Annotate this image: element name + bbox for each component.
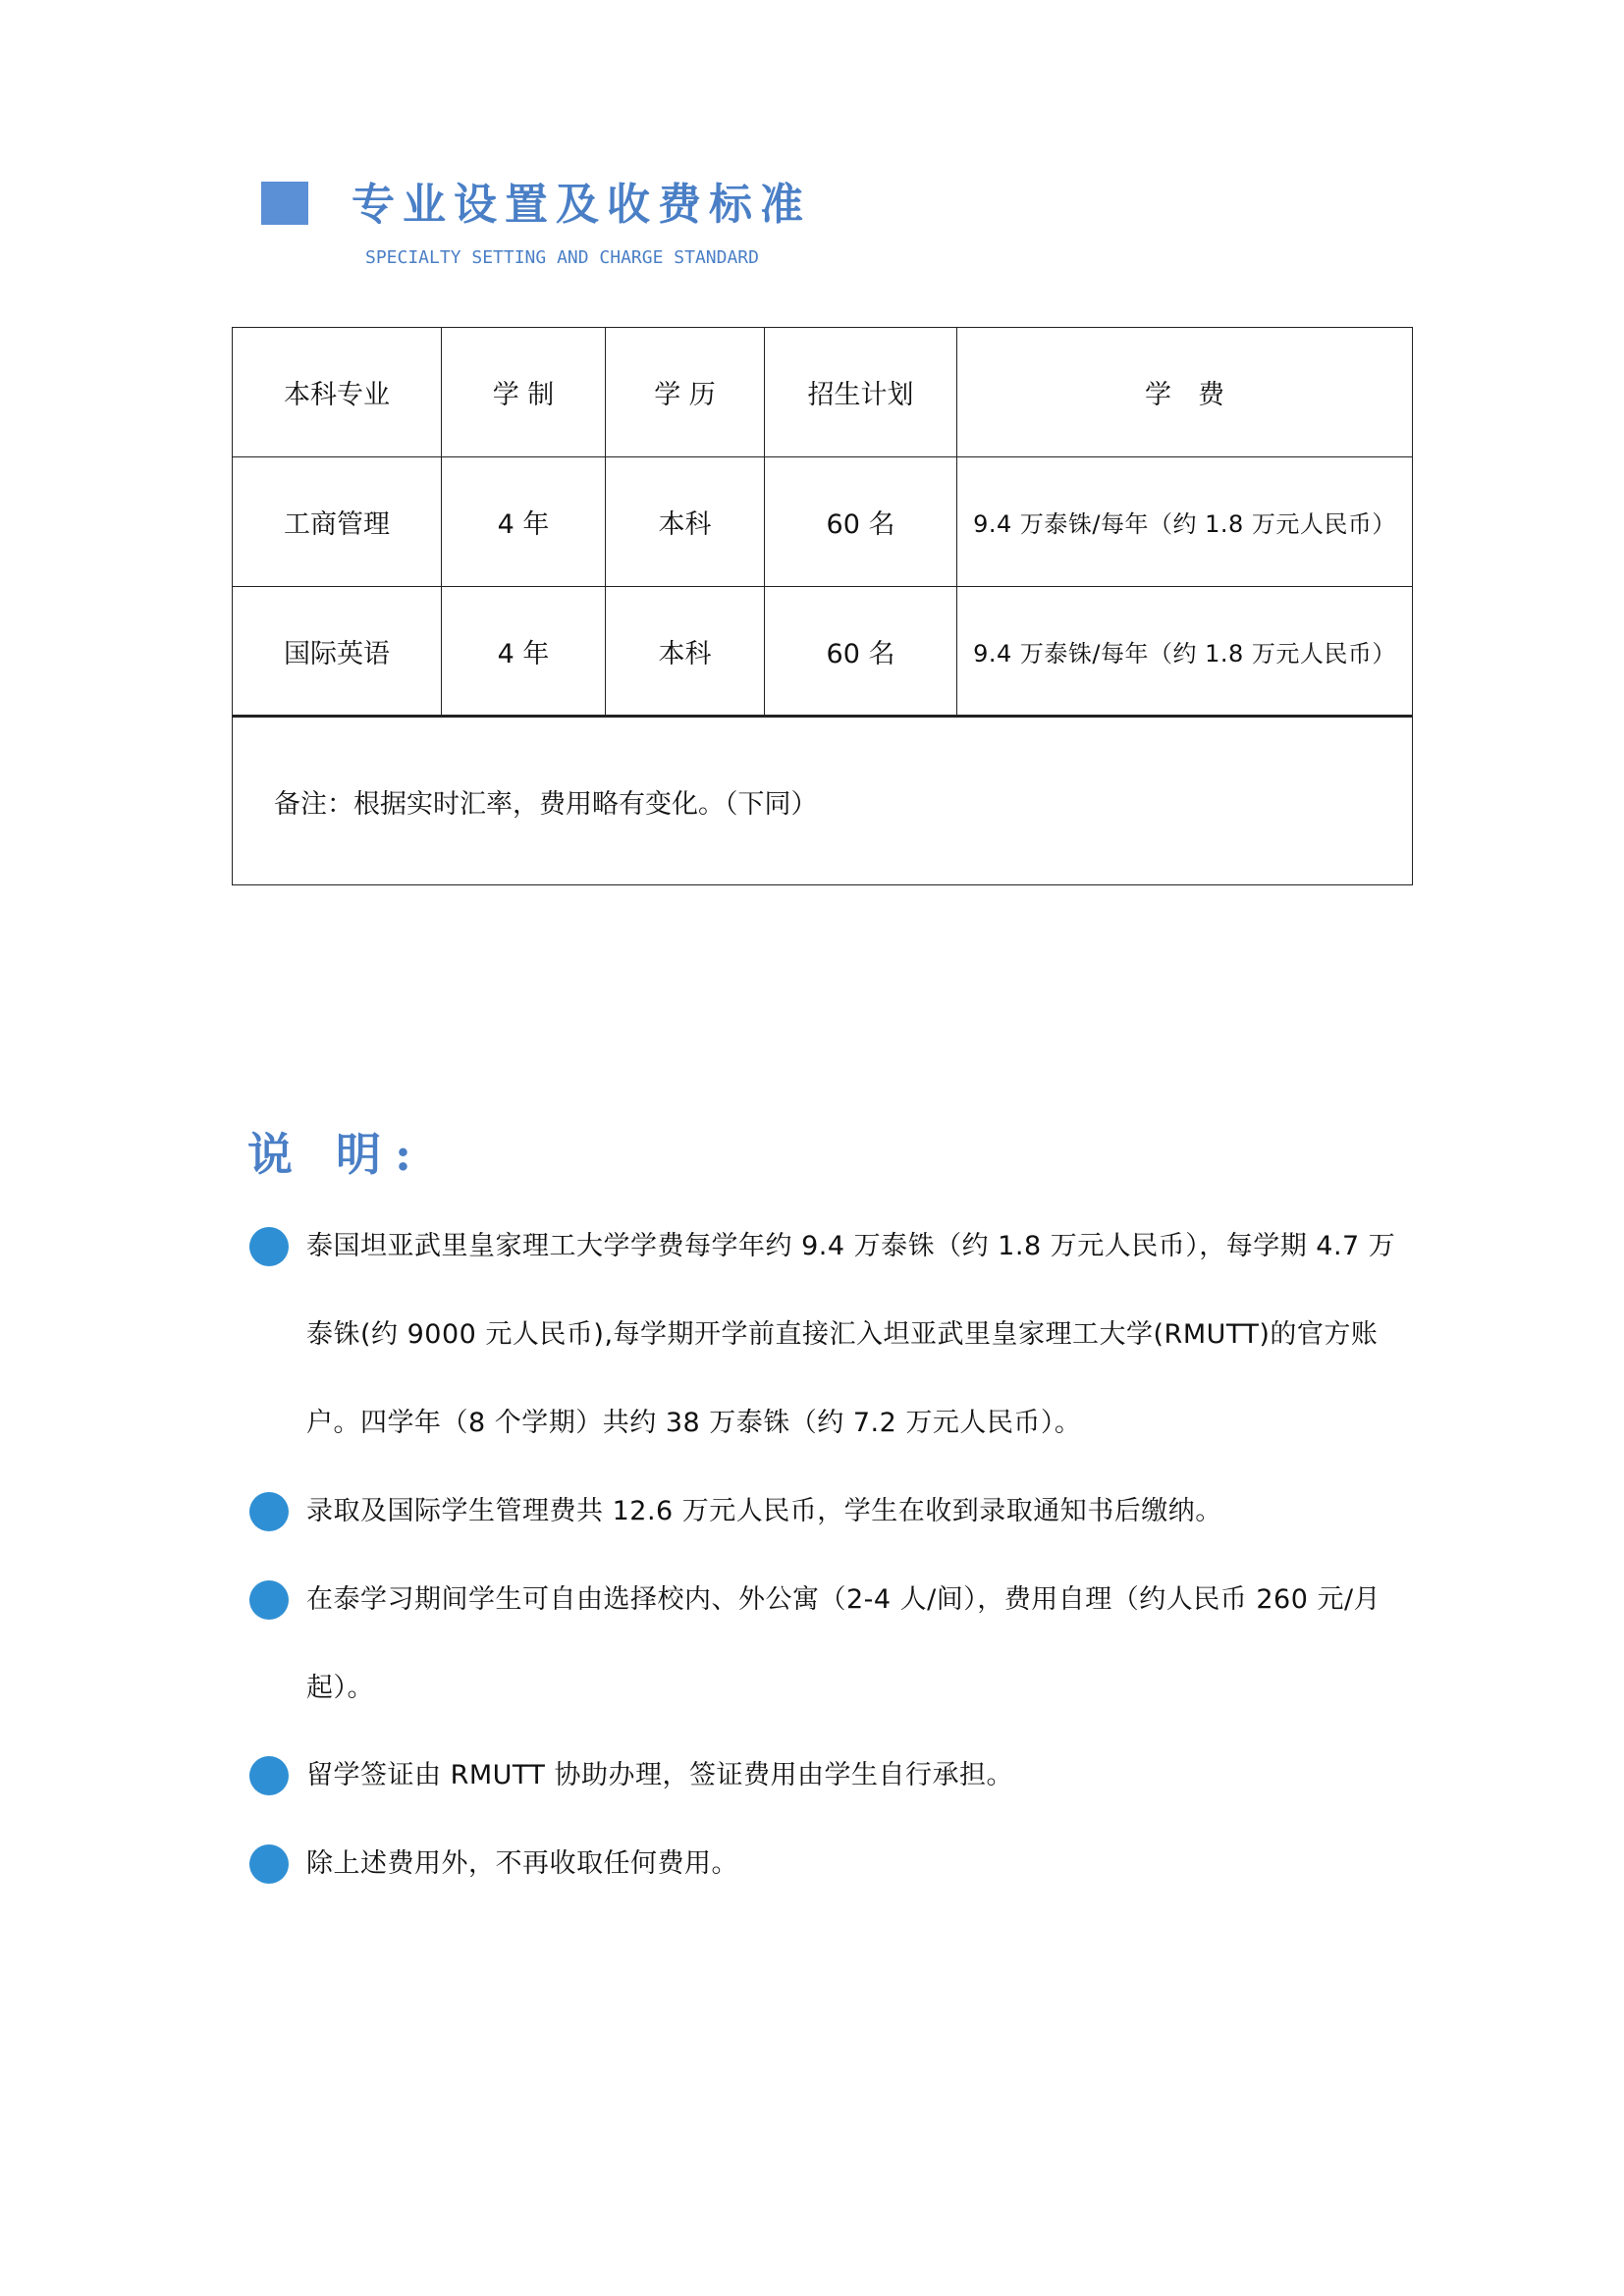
bullet-icon (249, 1844, 289, 1884)
cell-degree: 本科 (606, 587, 765, 717)
bullet-icon (249, 1227, 289, 1266)
cell-enrollment: 60 名 (765, 457, 957, 587)
cell-tuition: 9.4 万泰铢/每年（约 1.8 万元人民币） (957, 457, 1413, 587)
column-header-major: 本科专业 (233, 328, 442, 457)
table-row (233, 457, 1413, 587)
table-header-row (233, 328, 1413, 457)
notes-title: 说 明: (247, 1128, 425, 1181)
cell-major: 国际英语 (233, 587, 442, 717)
column-header-enrollment: 招生计划 (765, 328, 957, 457)
cell-duration: 4 年 (442, 457, 606, 587)
note-item: 在泰学习期间学生可自由选择校内、外公寓（2-4 人/间），费用自理（约人民币 260 元/月起）。 (306, 1584, 1381, 1703)
column-header-tuition: 学 费 (957, 328, 1413, 457)
note-item: 录取及国际学生管理费共 12.6 万元人民币，学生在收到录取通知书后缴纳。 (306, 1496, 1222, 1526)
bullet-icon (249, 1756, 289, 1795)
note-item: 除上述费用外，不再收取任何费用。 (306, 1848, 738, 1879)
note-item: 泰国坦亚武里皇家理工大学学费每学年约 9.4 万泰铢（约 1.8 万元人民币），每学期 4.7 万泰铢(约 9000 元人民币),每学期开学前直接汇入坦亚武里皇家理工大学(RMUTT)的官方账户。四学年（8 个学期）共约 38 万泰铢（约 7.2 万元人民币）。 (306, 1231, 1396, 1438)
section-title: 专业设置及收费标准 (352, 180, 811, 230)
table-row (233, 587, 1413, 717)
fee-table (232, 327, 1413, 885)
cell-tuition: 9.4 万泰铢/每年（约 1.8 万元人民币） (957, 587, 1413, 717)
column-header-duration: 学 制 (442, 328, 606, 457)
section-title-marker (261, 182, 308, 225)
section-subtitle: SPECIALTY SETTING AND CHARGE STANDARD (365, 247, 759, 268)
cell-duration: 4 年 (442, 587, 606, 717)
cell-degree: 本科 (606, 457, 765, 587)
cell-enrollment: 60 名 (765, 587, 957, 717)
bullet-icon (249, 1580, 289, 1620)
table-remark: 备注：根据实时汇率，费用略有变化。（下同） (233, 717, 1413, 885)
table-remark-row (233, 717, 1413, 885)
note-item: 留学签证由 RMUTT 协助办理，签证费用由学生自行承担。 (306, 1760, 1013, 1790)
bullet-icon (249, 1492, 289, 1531)
cell-major: 工商管理 (233, 457, 442, 587)
column-header-degree: 学 历 (606, 328, 765, 457)
